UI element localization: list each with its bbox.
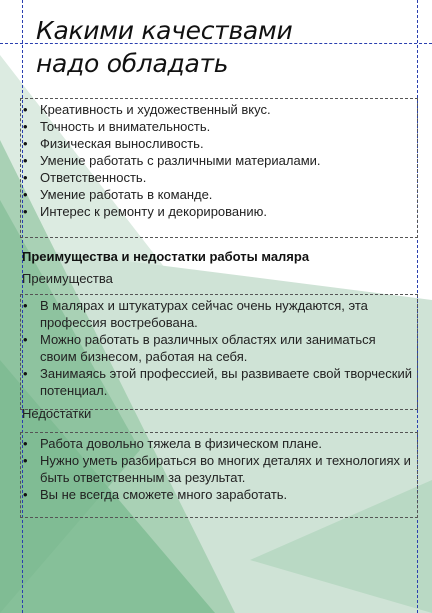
disadvantages-box xyxy=(20,432,418,518)
qualities-box xyxy=(20,98,418,238)
disadvantages-list xyxy=(23,435,413,503)
list-item: • Физическая выносливость. xyxy=(23,135,413,152)
list-item: • Работа довольно тяжела в физическом плане. xyxy=(23,435,413,452)
list-item: • Интерес к ремонту и декорированию. xyxy=(23,203,413,220)
list-item: • В малярах и штукатурах сейчас очень нуждаются, эта профессия востребована. xyxy=(23,297,413,331)
list-item: • Нужно уметь разбираться во многих деталях и технологиях и быть ответственным за результат. xyxy=(23,452,413,486)
list-item: • Можно работать в различных областях или заниматься своим бизнесом, работая на себя. xyxy=(23,331,413,365)
disadvantages-heading: Недостатки xyxy=(22,406,92,421)
list-item: • Креативность и художественный вкус. xyxy=(23,101,413,118)
list-item: • Умение работать с различными материалами. xyxy=(23,152,413,169)
list-item: • Вы не всегда сможете много заработать. xyxy=(23,486,413,503)
list-item: • Занимаясь этой профессией, вы развиваете свой творческий потенциал. xyxy=(23,365,413,399)
advantages-heading: Преимущества xyxy=(22,271,113,286)
page-title-line-1: Какими качествами xyxy=(36,16,293,45)
qualities-list xyxy=(23,101,413,220)
list-item: • Точность и внимательность. xyxy=(23,118,413,135)
list-item: • Ответственность. xyxy=(23,169,413,186)
list-item: • Умение работать в команде. xyxy=(23,186,413,203)
page-title xyxy=(36,14,336,80)
section-title: Преимущества и недостатки работы маляра xyxy=(22,249,310,264)
advantages-box xyxy=(20,294,418,410)
advantages-list xyxy=(23,297,413,399)
page-title-line-2: надо обладать xyxy=(36,49,229,78)
